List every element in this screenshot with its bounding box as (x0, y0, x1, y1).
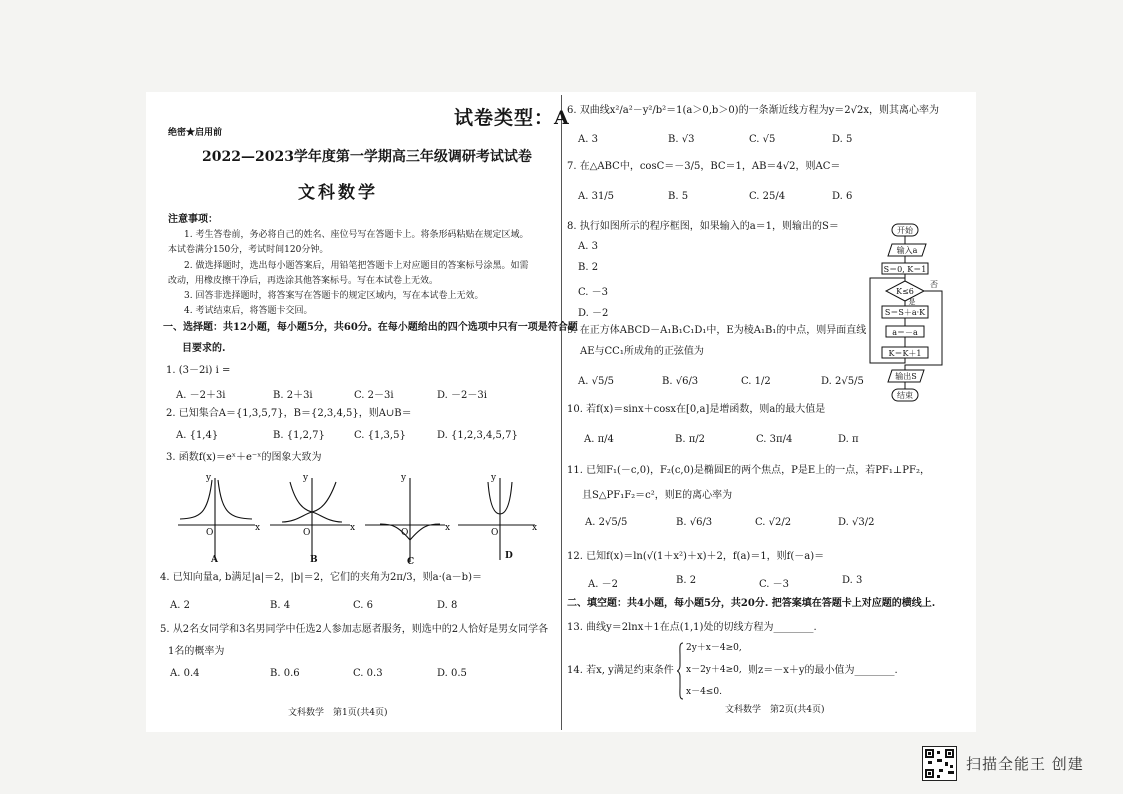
graph-a-curve-right (218, 480, 252, 519)
q14-constraint-2: x－2y＋4≥0, (686, 665, 742, 675)
footer-page-2: 文科数学 第2页(共4页) (725, 705, 825, 715)
flow-no: 否 (930, 280, 938, 289)
note-line: 本试卷满分150分，考试时间120分钟。 (168, 245, 329, 255)
q8-option-d: D. －2 (578, 308, 609, 319)
q10-stem: 10. 若f(x)＝sinx＋cosx在[0,a]是增函数，则a的最大值是 (567, 404, 826, 415)
q5-option-c: C. 0.3 (353, 668, 383, 679)
graph-a-origin: O (206, 528, 214, 538)
graph-a-y-label: y (206, 473, 212, 483)
q10-option-d: D. π (838, 434, 859, 445)
flow-step3: K＝K＋1 (888, 349, 922, 358)
q3-stem: 3. 函数f(x)＝eˣ＋e⁻ˣ的图象大致为 (166, 452, 322, 463)
q5-option-a: A. 0.4 (170, 668, 200, 679)
flow-end: 结束 (897, 391, 913, 400)
q4-option-c: C. 6 (353, 600, 374, 611)
q5-option-d: D. 0.5 (437, 668, 467, 679)
q11-stem-cont: 且S△PF₁F₂＝c²，则E的离心率为 (582, 490, 733, 501)
q4-option-d: D. 8 (437, 600, 458, 611)
q12-option-c: C. －3 (759, 579, 790, 590)
q14-constraint-3: x－4≤0. (686, 687, 722, 697)
scanner-watermark: 扫描全能王 创建 (966, 755, 1084, 773)
q11-option-c: C. √2/2 (755, 517, 792, 528)
paper-type: 试卷类型：A (454, 107, 570, 129)
q2-option-c: C. {1,3,5} (354, 430, 406, 441)
q14-stem-b: 则z＝－x＋y的最小值为________. (748, 665, 898, 676)
q8-option-a: A. 3 (578, 241, 598, 252)
graph-d-label: D (505, 551, 513, 561)
graph-b-curve-2 (282, 482, 336, 522)
q7-option-a: A. 31/5 (578, 191, 615, 202)
q11-option-d: D. √3/2 (838, 517, 875, 528)
notes-title: 注意事项： (168, 214, 218, 225)
note-line: 1. 考生答卷前，务必将自己的姓名、座位号写在答题卡上。将条形码粘贴在规定区域。 (184, 230, 529, 240)
flow-start: 开始 (897, 226, 913, 235)
q5-option-b: B. 0.6 (270, 668, 300, 679)
q12-option-d: D. 3 (842, 575, 863, 586)
note-line: 改动，用橡皮擦干净后，再选涂其他答案标号。写在本试卷上无效。 (168, 276, 439, 286)
q7-option-c: C. 25/4 (749, 191, 786, 202)
q4-option-a: A. 2 (170, 600, 190, 611)
q5-stem-cont: 1名的概率为 (168, 646, 225, 657)
secret-note: 绝密★启用前 (168, 128, 223, 138)
q1-option-d: D. －2－3i (437, 390, 487, 401)
q6-option-d: D. 5 (832, 134, 853, 145)
q2-option-b: B. {1,2,7} (273, 430, 325, 441)
q6-stem: 6. 双曲线x²/a²－y²/b²＝1(a＞0,b＞0)的一条渐近线方程为y＝2√2x，则其离心率为 (567, 105, 939, 116)
flow-step1: S＝S＋a·K (884, 308, 926, 317)
qr-code (922, 746, 957, 781)
note-line: 4. 考试结束后，将答题卡交回。 (184, 306, 313, 316)
q1-stem: 1. (3－2i) i = (166, 365, 231, 376)
q14-brace (676, 642, 684, 700)
q10-option-b: B. π/2 (675, 434, 706, 445)
exam-title: 2022—2023学年度第一学期高三年级调研考试试卷 (202, 149, 532, 165)
note-line: 2. 做选择题时，选出每小题答案后，用铅笔把答题卡上对应题目的答案标号涂黑。如需 (184, 261, 529, 271)
page-divider (561, 95, 562, 730)
q11-stem: 11. 已知F₁(－c,0)，F₂(c,0)是椭圆E的两个焦点，P是E上的一点，若PF₁⊥PF₂， (567, 465, 930, 476)
q14-stem-a: 14. 若x, y满足约束条件 (567, 665, 674, 676)
graph-d-origin: O (491, 528, 499, 538)
q9-option-d: D. 2√5/5 (821, 376, 864, 387)
q8-option-b: B. 2 (578, 262, 599, 273)
q8-option-c: C. －3 (578, 287, 609, 298)
section2-heading: 二、填空题：共4小题，每小题5分，共20分. 把答案填在答题卡上对应题的横线上. (567, 598, 936, 609)
q13-stem: 13. 曲线y＝2lnx＋1在点(1,1)处的切线方程为________. (567, 622, 817, 633)
flow-input: 输入a (896, 246, 918, 255)
q9-option-b: B. √6/3 (662, 376, 699, 387)
flow-step2: a＝－a (892, 328, 918, 337)
footer-page-1: 文科数学 第1页(共4页) (288, 708, 388, 718)
q12-stem: 12. 已知f(x)＝ln(√(1＋x²)＋x)＋2，f(a)＝1，则f(－a)＝ (567, 551, 825, 562)
section1-heading-cont: 目要求的. (182, 343, 226, 354)
graph-b-label: B (310, 555, 318, 565)
graph-b-x-label: x (350, 523, 356, 533)
q4-option-b: B. 4 (270, 600, 291, 611)
graph-a-label: A (211, 555, 218, 565)
graph-c-x-label: x (445, 523, 451, 533)
q2-stem: 2. 已知集合A＝{1,3,5,7}，B＝{2,3,4,5}，则A∪B＝ (166, 408, 412, 419)
graph-d-x-label: x (532, 523, 538, 533)
q7-option-b: B. 5 (668, 191, 689, 202)
q6-option-b: B. √3 (668, 134, 695, 145)
q9-stem-cont: AE与CC₁所成角的正弦值为 (580, 346, 704, 357)
q4-stem: 4. 已知向量a, b满足|a|＝2，|b|＝2，它们的夹角为2π/3，则a·(a－b)＝ (160, 572, 482, 583)
q6-option-c: C. √5 (749, 134, 776, 145)
subject-title: 文科数学 (298, 183, 378, 203)
q11-option-a: A. 2√5/5 (585, 517, 628, 528)
q8-flowchart (860, 222, 960, 404)
q5-stem: 5. 从2名女同学和3名男同学中任选2人参加志愿者服务，则选中的2人恰好是男女同学各 (160, 624, 549, 635)
note-line: 3. 回答非选择题时，将答案写在答题卡的规定区域内，写在本试卷上无效。 (184, 291, 484, 301)
flow-init: S＝0, K＝1 (883, 265, 927, 274)
section1-heading: 一、选择题：共12小题，每小题5分，共60分。在每小题给出的四个选项中只有一项是符合题 (163, 322, 578, 333)
q7-option-d: D. 6 (832, 191, 853, 202)
graph-c-origin: O (401, 528, 409, 538)
q10-option-a: A. π/4 (584, 434, 614, 445)
graph-a-x-label: x (255, 523, 261, 533)
q9-stem: 9. 在正方体ABCD－A₁B₁C₁D₁中，E为棱A₁B₁的中点，则异面直线 (567, 325, 867, 336)
q9-option-c: C. 1/2 (741, 376, 771, 387)
q1-option-c: C. 2－3i (354, 390, 394, 401)
flow-output: 输出S (895, 372, 917, 381)
q7-stem: 7. 在△ABC中，cosC＝－3/5，BC＝1，AB＝4√2，则AC＝ (567, 161, 841, 172)
graph-c-label: C (407, 557, 415, 567)
flow-yes: 是 (908, 298, 916, 306)
graph-b-y-label: y (303, 473, 309, 483)
q12-option-a: A. －2 (588, 579, 618, 590)
q9-option-a: A. √5/5 (578, 376, 615, 387)
q1-option-b: B. 2＋3i (273, 390, 313, 401)
q10-option-c: C. 3π/4 (756, 434, 793, 445)
q2-option-d: D. {1,2,3,4,5,7} (437, 430, 518, 441)
q11-option-b: B. √6/3 (676, 517, 713, 528)
q14-constraint-1: 2y＋x－4≥0, (686, 643, 742, 653)
graph-a-curve-left (180, 480, 212, 519)
q1-option-a: A. －2＋3i (176, 390, 226, 401)
q3-graphs (170, 470, 540, 570)
q12-option-b: B. 2 (676, 575, 697, 586)
q2-option-a: A. {1,4} (176, 430, 219, 441)
graph-d-y-label: y (491, 473, 497, 483)
flow-cond: K≤6 (896, 287, 914, 296)
q8-stem: 8. 执行如图所示的程序框图，如果输入的a＝1，则输出的S＝ (567, 221, 839, 232)
graph-b-origin: O (303, 528, 311, 538)
graph-c-y-label: y (401, 473, 407, 483)
q6-option-a: A. 3 (578, 134, 598, 145)
